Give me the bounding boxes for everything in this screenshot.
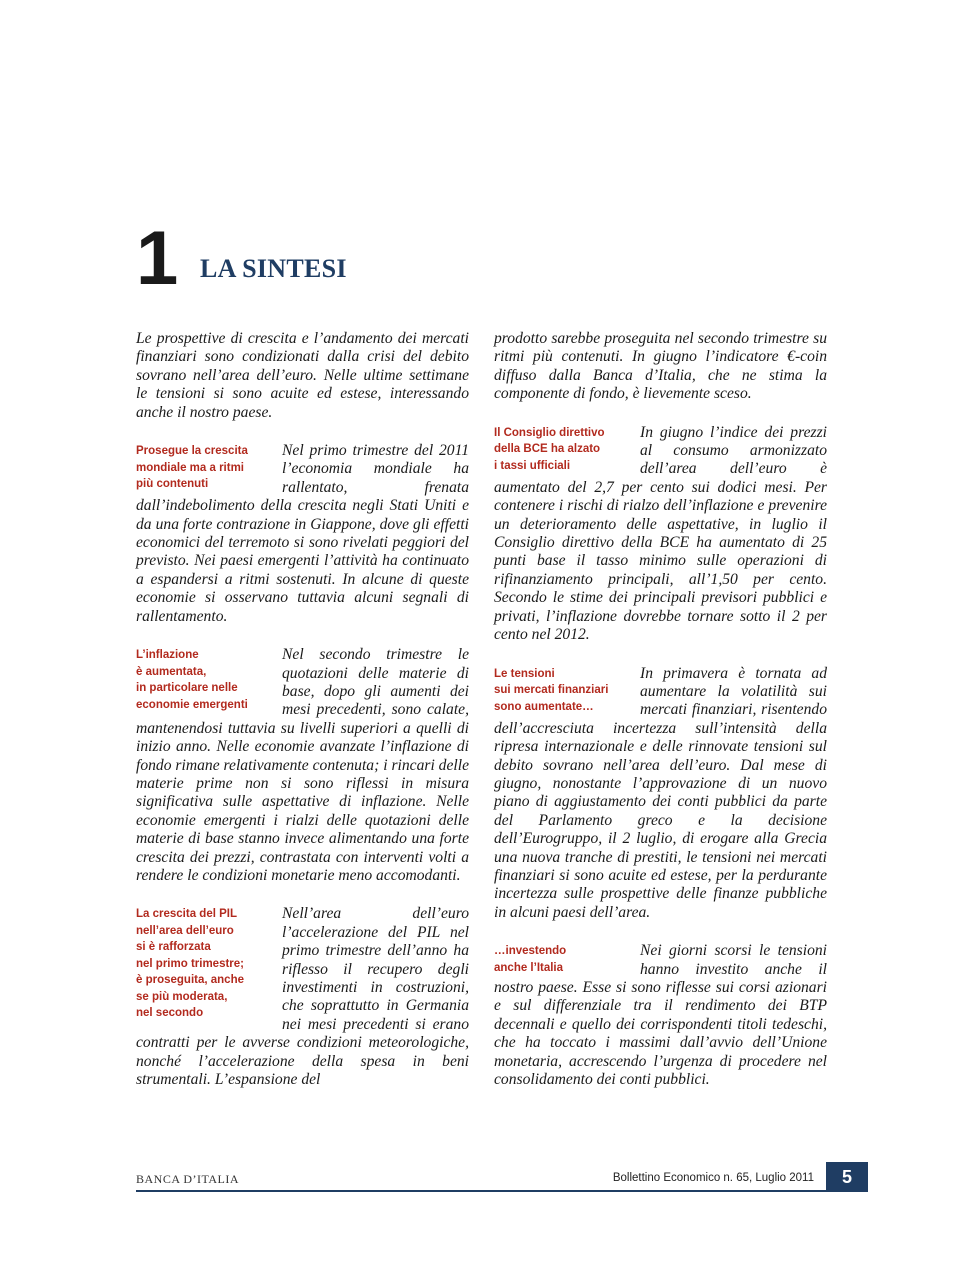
margin-note-line: La crescita del PIL [136,908,237,921]
margin-note-line: nel primo trimestre; [136,957,244,970]
section-paragraph: Nel secondo trimestre le quotazioni delle materie di base, dopo gli aumenti dei mesi precedenti, sono calate, mantenendosi tuttavia su livelli superiori a quelli di inizio anno. Nelle economie avanzate l’inflazione di fondo rimane relativamente contenuta; i rincari delle materie prime non si sono riflessi in misura significativa sulle aspettative di inflazione. Nelle economie emergenti i rialzi delle quotazioni delle materie di base stanno invece alimentando una forte crescita dei prezzi, contrastata con interventi volti a rendere le condizioni monetarie meno accomodanti. [136,646,469,884]
section-market-tensions [494,665,827,923]
margin-note-line: sui mercati finanziari [494,684,609,696]
chapter-number: 1 [136,216,179,301]
margin-note-line: Le tensioni [494,667,555,680]
margin-note-line: si è rafforzata [136,941,211,954]
margin-note [494,666,626,716]
continued-paragraph: prodotto sarebbe proseguita nel secondo trimestre su ritmi più contenuti. In giugno l’indicatore €-coin diffuso dalla Banca d’Italia, che ne stima la componente di fondo, è lievemente sceso. [494,330,827,403]
margin-note-line: sono aumentate… [494,700,594,713]
page-number: 5 [826,1162,868,1192]
margin-note [494,425,626,475]
margin-note-line: è aumentata, [136,665,207,678]
section-italy [494,942,827,1089]
margin-note-line: nel secondo [136,1007,204,1020]
footer-divider [136,1190,826,1192]
margin-note-line: Il Consiglio direttivo [494,426,605,439]
margin-note-line: anche l’Italia [494,961,564,974]
footer-publisher: BANCA D’ITALIA [136,1172,240,1186]
section-world-growth [136,442,469,626]
right-column [494,330,827,1089]
intro-paragraph: Le prospettive di crescita e l’andamento dei mercati finanziari sono condizionati dalla crisi del debito sovrano nell’area dell’euro. Nelle ultime settimane le tensioni si sono acuite ed estese, interessando anche il nostro paese. [136,330,469,421]
footer-publication: Bollettino Economico n. 65, Luglio 2011 [612,1172,814,1184]
margin-note-line: L’inflazione [136,649,199,662]
margin-note [494,943,626,976]
left-column [136,330,469,1089]
margin-note-line: Prosegue la crescita [136,445,248,458]
section-paragraph: Nel primo trimestre del 2011 l’economia mondiale ha rallentato, frenata dall’indebolimento della crescita negli Stati Uniti e da una forte contrazione in Giappone, dove gli effetti economici del terremoto si sono rivelati peggiori del previsto. Nei paesi emergenti l’attività ha continuato a espandersi a ritmi sostenuti. In alcune di queste economie si osservano tuttavia alcuni segnali di rallentamento. [136,442,469,625]
section-ecb-rates [494,424,827,645]
margin-note [136,906,268,1022]
margin-note-line: in particolare nelle [136,682,238,695]
section-paragraph: Nei giorni scorsi le tensioni hanno investito anche il nostro paese. Esse si sono riflesse sui corsi azionari e sul differenziale tra il rendimento dei BTP decennali e quello dei corrispondenti titoli tedeschi, che ha toccato i massimi dall’avvio dell’Unione monetaria, accrescendo l’urgenza di procedere nel consolidamento dei conti pubblici. [494,942,827,1089]
section-paragraph: Nell’area dell’euro l’accelerazione del PIL nel primo trimestre dell’anno ha riflesso il recupero degli investimenti in costruzioni, che soprattutto in Germania nei mesi precedenti si erano contratti per le avverse condizioni meteorologiche, nonché l’accelerazione della spesa in beni strumentali. L’espansione del [136,905,469,1089]
margin-note-line: se più moderata, [136,990,228,1003]
margin-note-line: nell’area dell’euro [136,924,234,937]
section-inflation [136,646,469,885]
section-paragraph: In giugno l’indice dei prezzi al consumo armonizzato dell’area dell’euro è aumentato del 2,7 per cento sui dodici mesi. Per contenere i rischi di rialzo dell’inflazione e prevenire un deterioramento delle aspettative, in luglio il Consiglio direttivo della BCE ha aumentato di 25 punti base il tasso minimo sulle operazioni di rifinanziamento principali, all’1,50 per cento. Secondo le stime dei principali previsori pubblici e privati, l’inflazione dovrebbe tornare sotto il 2 per cento nel 2012. [494,423,827,644]
section-paragraph: In primavera è tornata ad aumentare la volatilità sui mercati finanziari, risentendo dell’accresciuta incertezza sull’intensità della ripresa internazionale e delle rinnovate tensioni sul debito sovrano nell’area dell’euro. Dal mese di giugno, nonostante l’approvazione di un nuovo piano di aggiustamento dei conti pubblici da parte del Parlamento greco e la decisione dell’Eurogruppo, il 2 luglio, di erogare alla Grecia una nuova tranche di prestiti, le tensioni nei mercati finanziari si sono acuite ed estese, per la perdurante incertezza sulle prospettive delle finanze pubbliche in alcuni paesi dell’area. [494,664,827,921]
margin-note-line: …investendo [494,945,567,958]
margin-note-line: economie emergenti [136,698,248,711]
margin-note [136,443,268,493]
margin-note-line: mondiale ma a ritmi [136,461,245,474]
margin-note [136,647,268,713]
chapter-title: LA SINTESI [200,254,347,283]
margin-note-line: i tassi ufficiali [494,459,571,472]
section-euro-gdp [136,905,469,1089]
margin-note-line: più contenuti [136,478,209,491]
margin-note-line: della BCE ha alzato [494,443,601,456]
margin-note-line: è proseguita, anche [136,974,245,987]
